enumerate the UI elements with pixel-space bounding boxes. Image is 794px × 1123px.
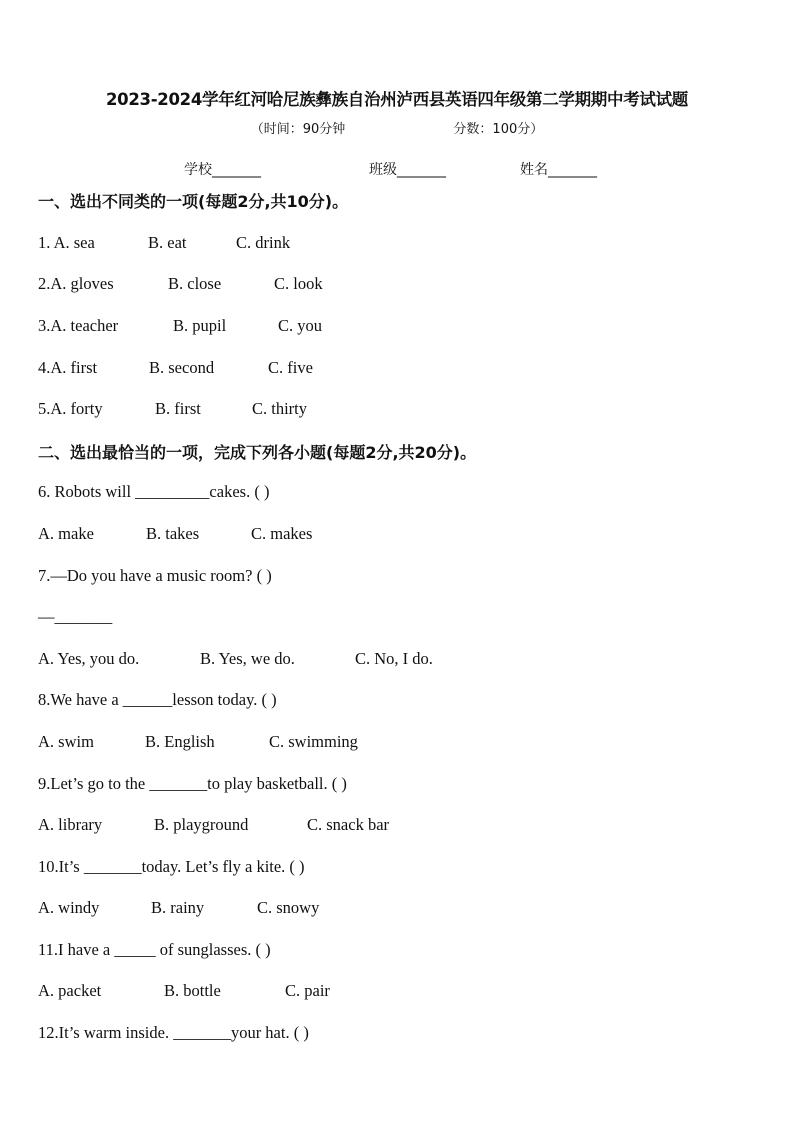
exam-title: 2023-2024学年红河哈尼族彝族自治州泸西县英语四年级第二学期期中考试试题: [106, 90, 688, 109]
q10-option-a: A. windy: [38, 898, 100, 917]
q4-option-a: 4.A. first: [38, 358, 98, 377]
q7-option-b: B. Yes, we do.: [200, 649, 295, 668]
question-10-stem: 10.It’s _______today. Let’s fly a kite. ( ): [38, 857, 305, 876]
q2-option-c: C. look: [274, 274, 323, 293]
exam-info: [0, 118, 794, 137]
question-6-stem: 6. Robots will _________cakes. ( ): [38, 482, 270, 501]
q6-option-c: C. makes: [251, 524, 313, 543]
section-2-heading: 二、选出最恰当的一项，完成下列各小题(每题2分,共20分)。: [38, 443, 477, 462]
question-7-reply: —_______: [38, 607, 113, 626]
exam-score: 分数：100分）: [453, 122, 544, 137]
q7-option-c: C. No, I do.: [355, 649, 433, 668]
question-7-stem: 7.—Do you have a music room? ( ): [38, 566, 272, 585]
exam-time: （时间：90分钟: [250, 122, 346, 137]
q10-option-b: B. rainy: [151, 898, 205, 917]
q6-option-b: B. takes: [146, 524, 200, 543]
q11-option-b: B. bottle: [164, 981, 221, 1000]
q11-option-c: C. pair: [285, 981, 330, 1000]
q1-option-b: B. eat: [148, 233, 187, 252]
q3-option-b: B. pupil: [173, 316, 227, 335]
q1-option-c: C. drink: [236, 233, 291, 252]
q2-option-a: 2.A. gloves: [38, 274, 114, 293]
q11-option-a: A. packet: [38, 981, 102, 1000]
q3-option-c: C. you: [278, 316, 323, 335]
q7-option-a: A. Yes, you do.: [38, 649, 140, 668]
question-11-stem: 11.I have a _____ of sunglasses. ( ): [38, 940, 271, 959]
question-12-stem: 12.It’s warm inside. _______your hat. ( ): [38, 1023, 309, 1042]
q9-option-a: A. library: [38, 815, 103, 834]
q4-option-c: C. five: [268, 358, 313, 377]
section-1-heading: 一、选出不同类的一项(每题2分,共10分)。: [38, 192, 349, 211]
q9-option-b: B. playground: [154, 815, 249, 834]
question-9-stem: 9.Let’s go to the _______to play basketball. ( ): [38, 774, 347, 793]
class-field[interactable]: 班级_______: [369, 162, 446, 178]
q5-option-a: 5.A. forty: [38, 399, 103, 418]
q8-option-b: B. English: [145, 732, 215, 751]
school-field[interactable]: 学校_______: [184, 162, 261, 178]
q6-option-a: A. make: [38, 524, 94, 543]
q4-option-b: B. second: [149, 358, 215, 377]
q5-option-c: C. thirty: [252, 399, 308, 418]
q5-option-b: B. first: [155, 399, 201, 418]
q3-option-a: 3.A. teacher: [38, 316, 119, 335]
q10-option-c: C. snowy: [257, 898, 320, 917]
q8-option-a: A. swim: [38, 732, 94, 751]
question-8-stem: 8.We have a ______lesson today. ( ): [38, 690, 277, 709]
name-field[interactable]: 姓名_______: [520, 162, 597, 178]
q8-option-c: C. swimming: [269, 732, 358, 751]
q9-option-c: C. snack bar: [307, 815, 390, 834]
q2-option-b: B. close: [168, 274, 222, 293]
q1-option-a: 1. A. sea: [38, 233, 95, 252]
